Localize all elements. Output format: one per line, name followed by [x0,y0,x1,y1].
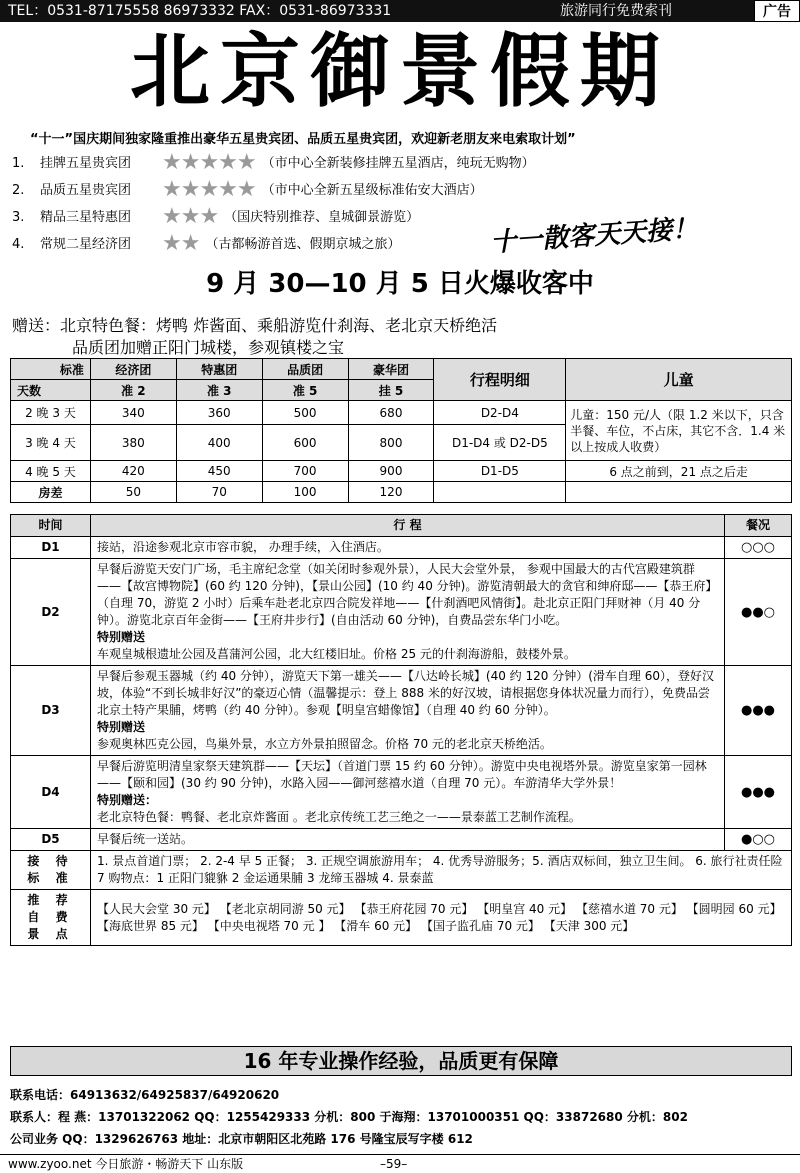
itinerary-table [10,514,792,946]
main-title: 北京御景假期 [130,25,670,118]
top-contact: TEL：0531-87175558 86973332 FAX：0531-86973331 [8,3,392,19]
tier-standard: 准 2 [90,380,176,401]
table-row: 3 晚 4 天 380 400 600 800 D1-D4 或 D2-D5 [11,425,792,461]
table-row: 2 晚 3 天 340 360 500 680 D2-D4 儿童：150 元/人（限 1.2 米以下，只含半餐、车位，不占床，其它不含．1.4 米以上按成人收费） [11,401,792,425]
itinerary-header: 行程明细 [434,359,566,401]
table-row: D3 早餐后参观玉器城（约 40 分钟），游览天下第一雄关——【八达岭长城】(40 约 120 分钟）(滑车自理 60），登好汉坡，体验“不到长城非好汉”的豪迈心情（温馨提示：登上 888 米的好汉坡，请根据您身体状况量力而行），免费品尝北京土特产果脯，烤鸭（约 40 分钟）。参观【明皇宫蜡像馆】（自理 40 约 60 分钟）。 特别赠送 参观奥林匹克公园，鸟巢外景，水立方外景拍照留念。价格 70 元的老北京天桥绝活。 ●●● [11,666,792,756]
table-row [11,890,792,946]
time-note: 6 点之前到，21 点之后走 [566,461,792,482]
table-row: 4 晚 5 天 420 450 700 900 D1-D5 6 点之前到，21 点之后走 [11,461,792,482]
corner-days: 天数 [11,380,91,401]
table-row: D5 早餐后统一送站。 ●○○ [11,829,792,851]
time-header: 时间 [11,515,91,537]
company-info: 公司业务 QQ：1329626763 地址：北京市朝阳区北苑路 176 号隆宝辰写字楼 612 [10,1132,473,1146]
package-item: 2. 品质五星贵宾团 ★★★★★ （市中心全新五星级标准佑安大酒店） [12,177,483,202]
table-row [11,851,792,890]
star-rating-icon: ★★★★★ [162,177,256,202]
route-header: 行 程 [91,515,725,537]
child-policy: 儿童：150 元/人（限 1.2 米以下，只含半餐、车位，不占床，其它不含．1.4 米以上按成人收费） [566,401,792,461]
child-header: 儿童 [566,359,792,401]
table-row: D2 早餐后游览天安门广场，毛主席纪念堂（如关闭时参观外景），人民大会堂外景， 参观中国最大的古代宫殿建筑群——【故宫博物院】(60 约 120 分钟)，【景山公园】(10 约 40 分钟)。游览清朝最大的贪官和绅府邸——【恭王府】（自理 70，游览 2 小时）后乘车赴老北京四合院发祥地——【什刹酒吧风情街】。赴北京正阳门拜财神（月 40 分钟）。游览北京百年金街——【王府井步行】(自由活动 60 分钟)，自费品尝东华门小吃。 特别赠送 车观皇城根遗址公园及菖蒲河公园，北大红楼旧址。价格 25 元的什刹海游船，鼓楼外景。 ●●○ [11,559,792,666]
table-row: D4 早餐后游览明清皇家祭天建筑群——【天坛】（首道门票 15 约 60 分钟）。游览中央电视塔外景。游览皇家第一园林——【颐和园】(30 约 90 分钟)，水路入园——御河慈禧水道（自理 70 元）。车游清华大学外景！ 特别赠送： 老北京特色餐：鸭餐、老北京炸酱面 。老北京传统工艺三绝之一——景泰蓝工艺制作流程。 ●●● [11,756,792,829]
gift-line-2: 品质团加赠正阳门城楼，参观镇楼之宝 [72,338,345,357]
contact-persons: 联系人：程 燕：13701322062 QQ：1255429333 分机：800 于海翔：13701000351 QQ：33872680 分机：802 [10,1110,688,1124]
tier-standard: 准 3 [176,380,262,401]
optional-sights-label: 推 荐 自 费 景 点 [11,890,91,946]
package-item: 3. 精品三星特惠团 ★★★ （国庆特别推荐、皇城御景游览） [12,204,420,229]
table-row: D1 接站，沿途参观北京市容市貌， 办理手续，入住酒店。 ○○○ [11,537,792,559]
meal-status: ●○○ [725,829,792,851]
service-standard-text: 1. 景点首道门票； 2. 2-4 早 5 正餐； 3. 正规空调旅游用车； 4. 优秀导游服务；5. 酒店双标间，独立卫生间。 6. 旅行社责任险 7 购物点：1 正阳门貔貅 2 金运通果脯 3 龙缔玉器城 4. 景泰蓝 [91,851,792,890]
package-item: 4. 常规二星经济团 ★★ （古都畅游首选、假期京城之旅） [12,231,401,256]
tier-standard: 准 5 [262,380,348,401]
footer-site: www.zyoo.net 今日旅游・畅游天下 山东版 [8,1157,244,1171]
tier-header: 豪华团 [348,359,434,380]
package-item: 1. 挂牌五星贵宾团 ★★★★★ （市中心全新装修挂牌五星酒店，纯玩无购物） [12,150,535,175]
meal-header: 餐况 [725,515,792,537]
star-rating-icon: ★★★ [162,204,219,229]
top-slogan: 旅游同行免费索刊 [560,3,672,19]
room-diff-label: 房差 [11,482,91,503]
table-row: 房差 50 70 100 120 [11,482,792,503]
tier-header: 品质团 [262,359,348,380]
experience-banner: 16 年专业操作经验，品质更有保障 [10,1046,792,1076]
top-bar [0,0,800,22]
gift-line-1: 赠送：北京特色餐：烤鸭 炸酱面、乘船游览什刹海、老北京天桥绝活 [12,316,498,335]
tier-header: 经济团 [90,359,176,380]
service-standard-label: 接 待 标 准 [11,851,91,890]
meal-status: ●●● [725,756,792,829]
tier-header: 特惠团 [176,359,262,380]
tier-standard: 挂 5 [348,380,434,401]
subtitle: “十一”国庆期间独家隆重推出豪华五星贵宾团、品质五星贵宾团，欢迎新老朋友来电索取计划” [30,132,576,147]
contact-phone: 联系电话：64913632/64925837/64920620 [10,1088,280,1102]
date-headline: 9 月 30—10 月 5 日火爆收客中 [206,269,594,299]
price-table [10,358,792,503]
star-rating-icon: ★★ [162,231,200,256]
ad-tag: 广告 [754,0,800,22]
star-rating-icon: ★★★★★ [162,150,256,175]
page-number: –59– [380,1157,408,1171]
optional-sights-list: 【人民大会堂 30 元】 【老北京胡同游 50 元】 【恭王府花园 70 元】 【明皇宫 40 元】 【慈禧水道 70 元】 【圆明园 60 元】 【海底世界 85 元】 【中央电视塔 70 元 】 【滑车 60 元】 【国子监孔庙 70 元】 【天津 300 元】 [91,890,792,946]
corner-standard: 标准 [11,359,91,380]
daily-pickup-slogan: 十一散客天天接！ [489,213,699,259]
meal-status: ○○○ [725,537,792,559]
meal-status: ●●● [725,666,792,756]
footer [0,1154,800,1173]
meal-status: ●●○ [725,559,792,666]
